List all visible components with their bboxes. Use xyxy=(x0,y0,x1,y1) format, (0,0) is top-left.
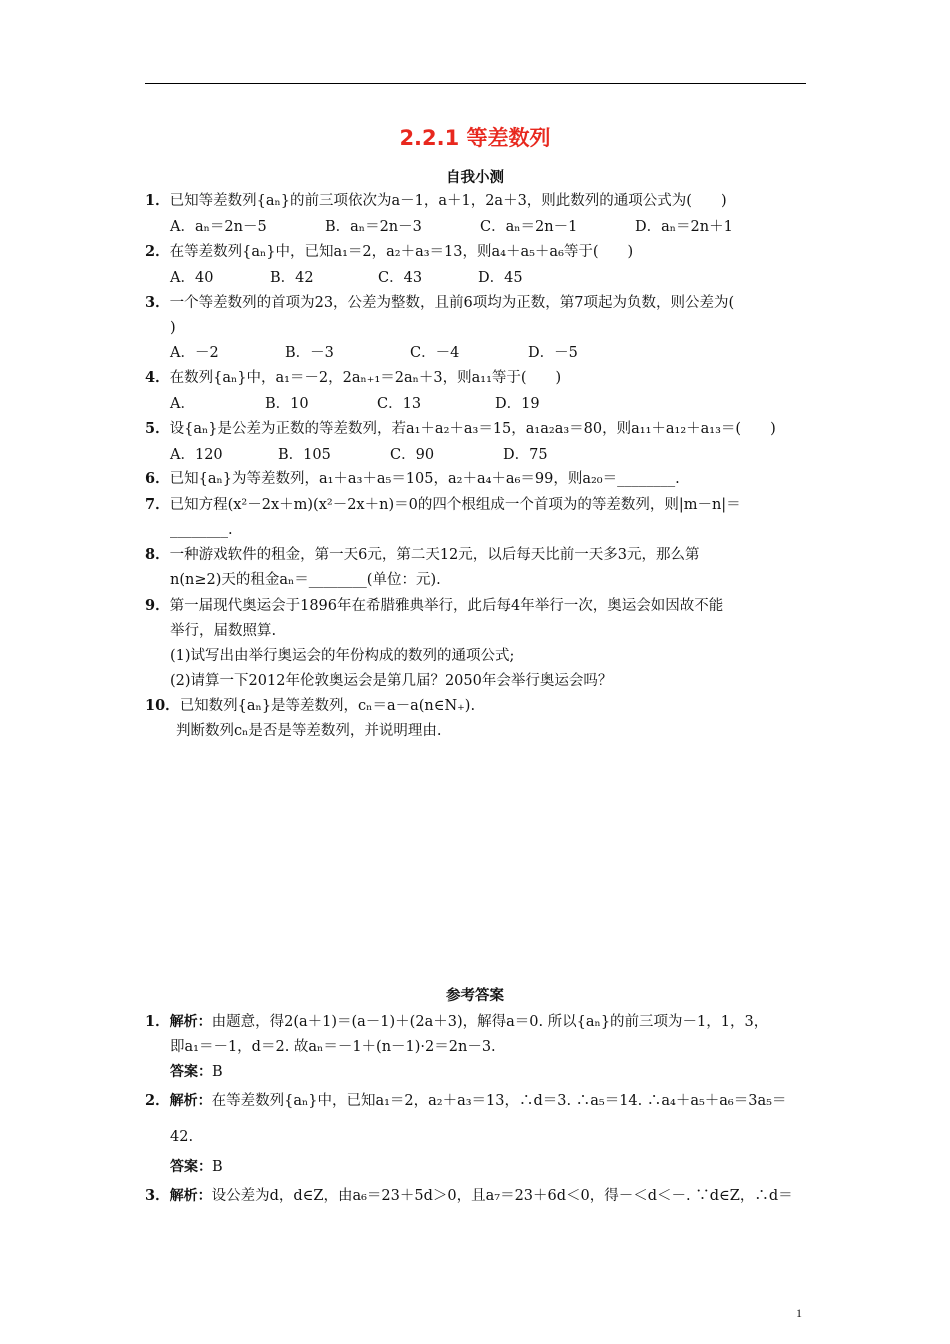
header-rule xyxy=(145,83,806,84)
question-number: 8． xyxy=(145,546,170,563)
analysis-label: 解析： xyxy=(169,1093,212,1109)
question-3-cont: ) xyxy=(170,320,176,336)
answer-value: B xyxy=(212,1064,223,1080)
question-number: 7． xyxy=(145,496,170,513)
answer-value: B xyxy=(212,1159,223,1175)
answer-number: 1． xyxy=(145,1013,170,1030)
question-text: 一种游戏软件的租金，第一天6元，第二天12元，以后每天比前一天多3元，那么第 xyxy=(169,547,700,563)
option-c: C．43 xyxy=(378,270,423,286)
answer-label: 答案： xyxy=(170,1159,212,1175)
question-text: 已知等差数列{aₙ}的前三项依次为a－1，a＋1，2a＋3，则此数列的通项公式为( ) xyxy=(169,193,727,209)
question-8-cont: n(n≥2)天的租金aₙ＝________(单位：元). xyxy=(170,572,441,588)
option-c: C．aₙ＝2n－1 xyxy=(480,219,578,235)
question-text: 一个等差数列的首项为23，公差为整数，且前6项均为正数，第7项起为负数，则公差为( xyxy=(169,295,735,311)
question-9-cont: 举行，届数照算. xyxy=(170,623,277,639)
question-9 xyxy=(145,596,807,616)
question-number: 2． xyxy=(145,243,170,260)
answer-2-result xyxy=(170,1157,832,1177)
question-text: 在等差数列{aₙ}中，已知a₁＝2，a₂＋a₃＝13，则a₄＋a₅＋a₆等于( ) xyxy=(169,244,634,260)
analysis-text: 设公差为d，d∈Z，由a₆＝23＋5d＞0，且a₇＝23＋6d＜0，得－＜d＜－. ∵d∈Z，∴d＝ xyxy=(211,1188,793,1204)
option-a: A．－2 xyxy=(170,345,219,361)
page-number: 1 xyxy=(796,1306,802,1320)
question-7-cont: ________. xyxy=(170,522,233,538)
question-text: 第一届现代奥运会于1896年在希腊雅典举行，此后每4年举行一次，奥运会如因故不能 xyxy=(169,598,724,614)
question-6 xyxy=(145,469,807,489)
option-a: A．aₙ＝2n－5 xyxy=(170,219,267,235)
option-d: D．45 xyxy=(478,270,523,286)
option-c: C．－4 xyxy=(410,345,460,361)
option-d: D．aₙ＝2n＋1 xyxy=(635,219,733,235)
question-3 xyxy=(145,293,807,313)
option-c: C．90 xyxy=(390,447,435,463)
question-number: 9． xyxy=(145,597,170,614)
question-7 xyxy=(145,495,807,515)
answer-2-cont: 42. xyxy=(170,1129,194,1145)
question-5 xyxy=(145,419,807,439)
analysis-label: 解析： xyxy=(169,1014,212,1030)
answer-number: 2． xyxy=(145,1092,170,1109)
option-a: A．40 xyxy=(170,270,214,286)
section-heading-answers: 参考答案 xyxy=(446,988,504,1004)
answer-3 xyxy=(145,1186,807,1206)
question-number: 4． xyxy=(145,369,170,386)
option-b: B．－3 xyxy=(285,345,334,361)
analysis-text: 由题意，得2(a＋1)＝(a－1)＋(2a＋3)，解得a＝0. 所以{aₙ}的前三项为－1，1，3， xyxy=(211,1014,769,1030)
analysis-text: 在等差数列{aₙ}中，已知a₁＝2，a₂＋a₃＝13，∴d＝3. ∴a₅＝14. ∴a₄＋a₅＋a₆＝3a₅＝ xyxy=(211,1093,787,1109)
question-text: 设{aₙ}是公差为正数的等差数列，若a₁＋a₂＋a₃＝15，a₁a₂a₃＝80，则a₁₁＋a₁₂＋a₁₃＝( ) xyxy=(169,421,776,437)
question-number: 3． xyxy=(145,294,170,311)
analysis-label: 解析： xyxy=(169,1188,212,1204)
question-8 xyxy=(145,545,807,565)
option-b: B．42 xyxy=(270,270,314,286)
option-d: D．75 xyxy=(503,447,548,463)
question-2 xyxy=(145,242,807,262)
question-text: 在数列{aₙ}中，a₁＝－2，2aₙ₊₁＝2aₙ＋3，则a₁₁等于( ) xyxy=(169,370,562,386)
page-title: 2.2.1 等差数列 xyxy=(399,126,551,150)
question-10 xyxy=(145,696,807,716)
option-d: D．19 xyxy=(495,396,540,412)
option-a: A． xyxy=(170,396,195,412)
option-c: C．13 xyxy=(377,396,422,412)
answer-1-result xyxy=(170,1062,832,1082)
question-number: 10． xyxy=(145,697,180,714)
question-9-sub-2: (2)请算一下2012年伦敦奥运会是第几届？2050年会举行奥运会吗？ xyxy=(170,673,613,689)
option-b: B．105 xyxy=(278,447,331,463)
option-d: D．－5 xyxy=(528,345,578,361)
answer-number: 3． xyxy=(145,1187,170,1204)
section-heading-quiz: 自我小测 xyxy=(446,170,504,186)
option-b: B．10 xyxy=(265,396,309,412)
answer-2 xyxy=(145,1091,807,1111)
question-number: 5． xyxy=(145,420,170,437)
question-text: 已知{aₙ}为等差数列，a₁＋a₃＋a₅＝105，a₂＋a₄＋a₆＝99，则a₂₀＝________. xyxy=(169,471,680,487)
option-a: A．120 xyxy=(170,447,223,463)
question-9-sub-1: (1)试写出由举行奥运会的年份构成的数列的通项公式; xyxy=(170,648,515,664)
answer-label: 答案： xyxy=(170,1064,212,1080)
question-10-cont: 判断数列cₙ是否是等差数列，并说明理由. xyxy=(176,723,442,739)
question-number: 6． xyxy=(145,470,170,487)
option-b: B．aₙ＝2n－3 xyxy=(325,219,422,235)
question-text: 已知数列{aₙ}是等差数列，cₙ＝a－a(n∈N₊). xyxy=(179,698,476,714)
question-1 xyxy=(145,191,807,211)
answer-1-cont: 即a₁＝－1，d＝2. 故aₙ＝－1＋(n－1)·2＝2n－3. xyxy=(170,1039,496,1055)
question-4 xyxy=(145,368,807,388)
question-text: 已知方程(x²－2x＋m)(x²－2x＋n)＝0的四个根组成一个首项为的等差数列，则|m－n|＝ xyxy=(169,497,741,513)
question-number: 1． xyxy=(145,192,170,209)
answer-1 xyxy=(145,1012,807,1032)
